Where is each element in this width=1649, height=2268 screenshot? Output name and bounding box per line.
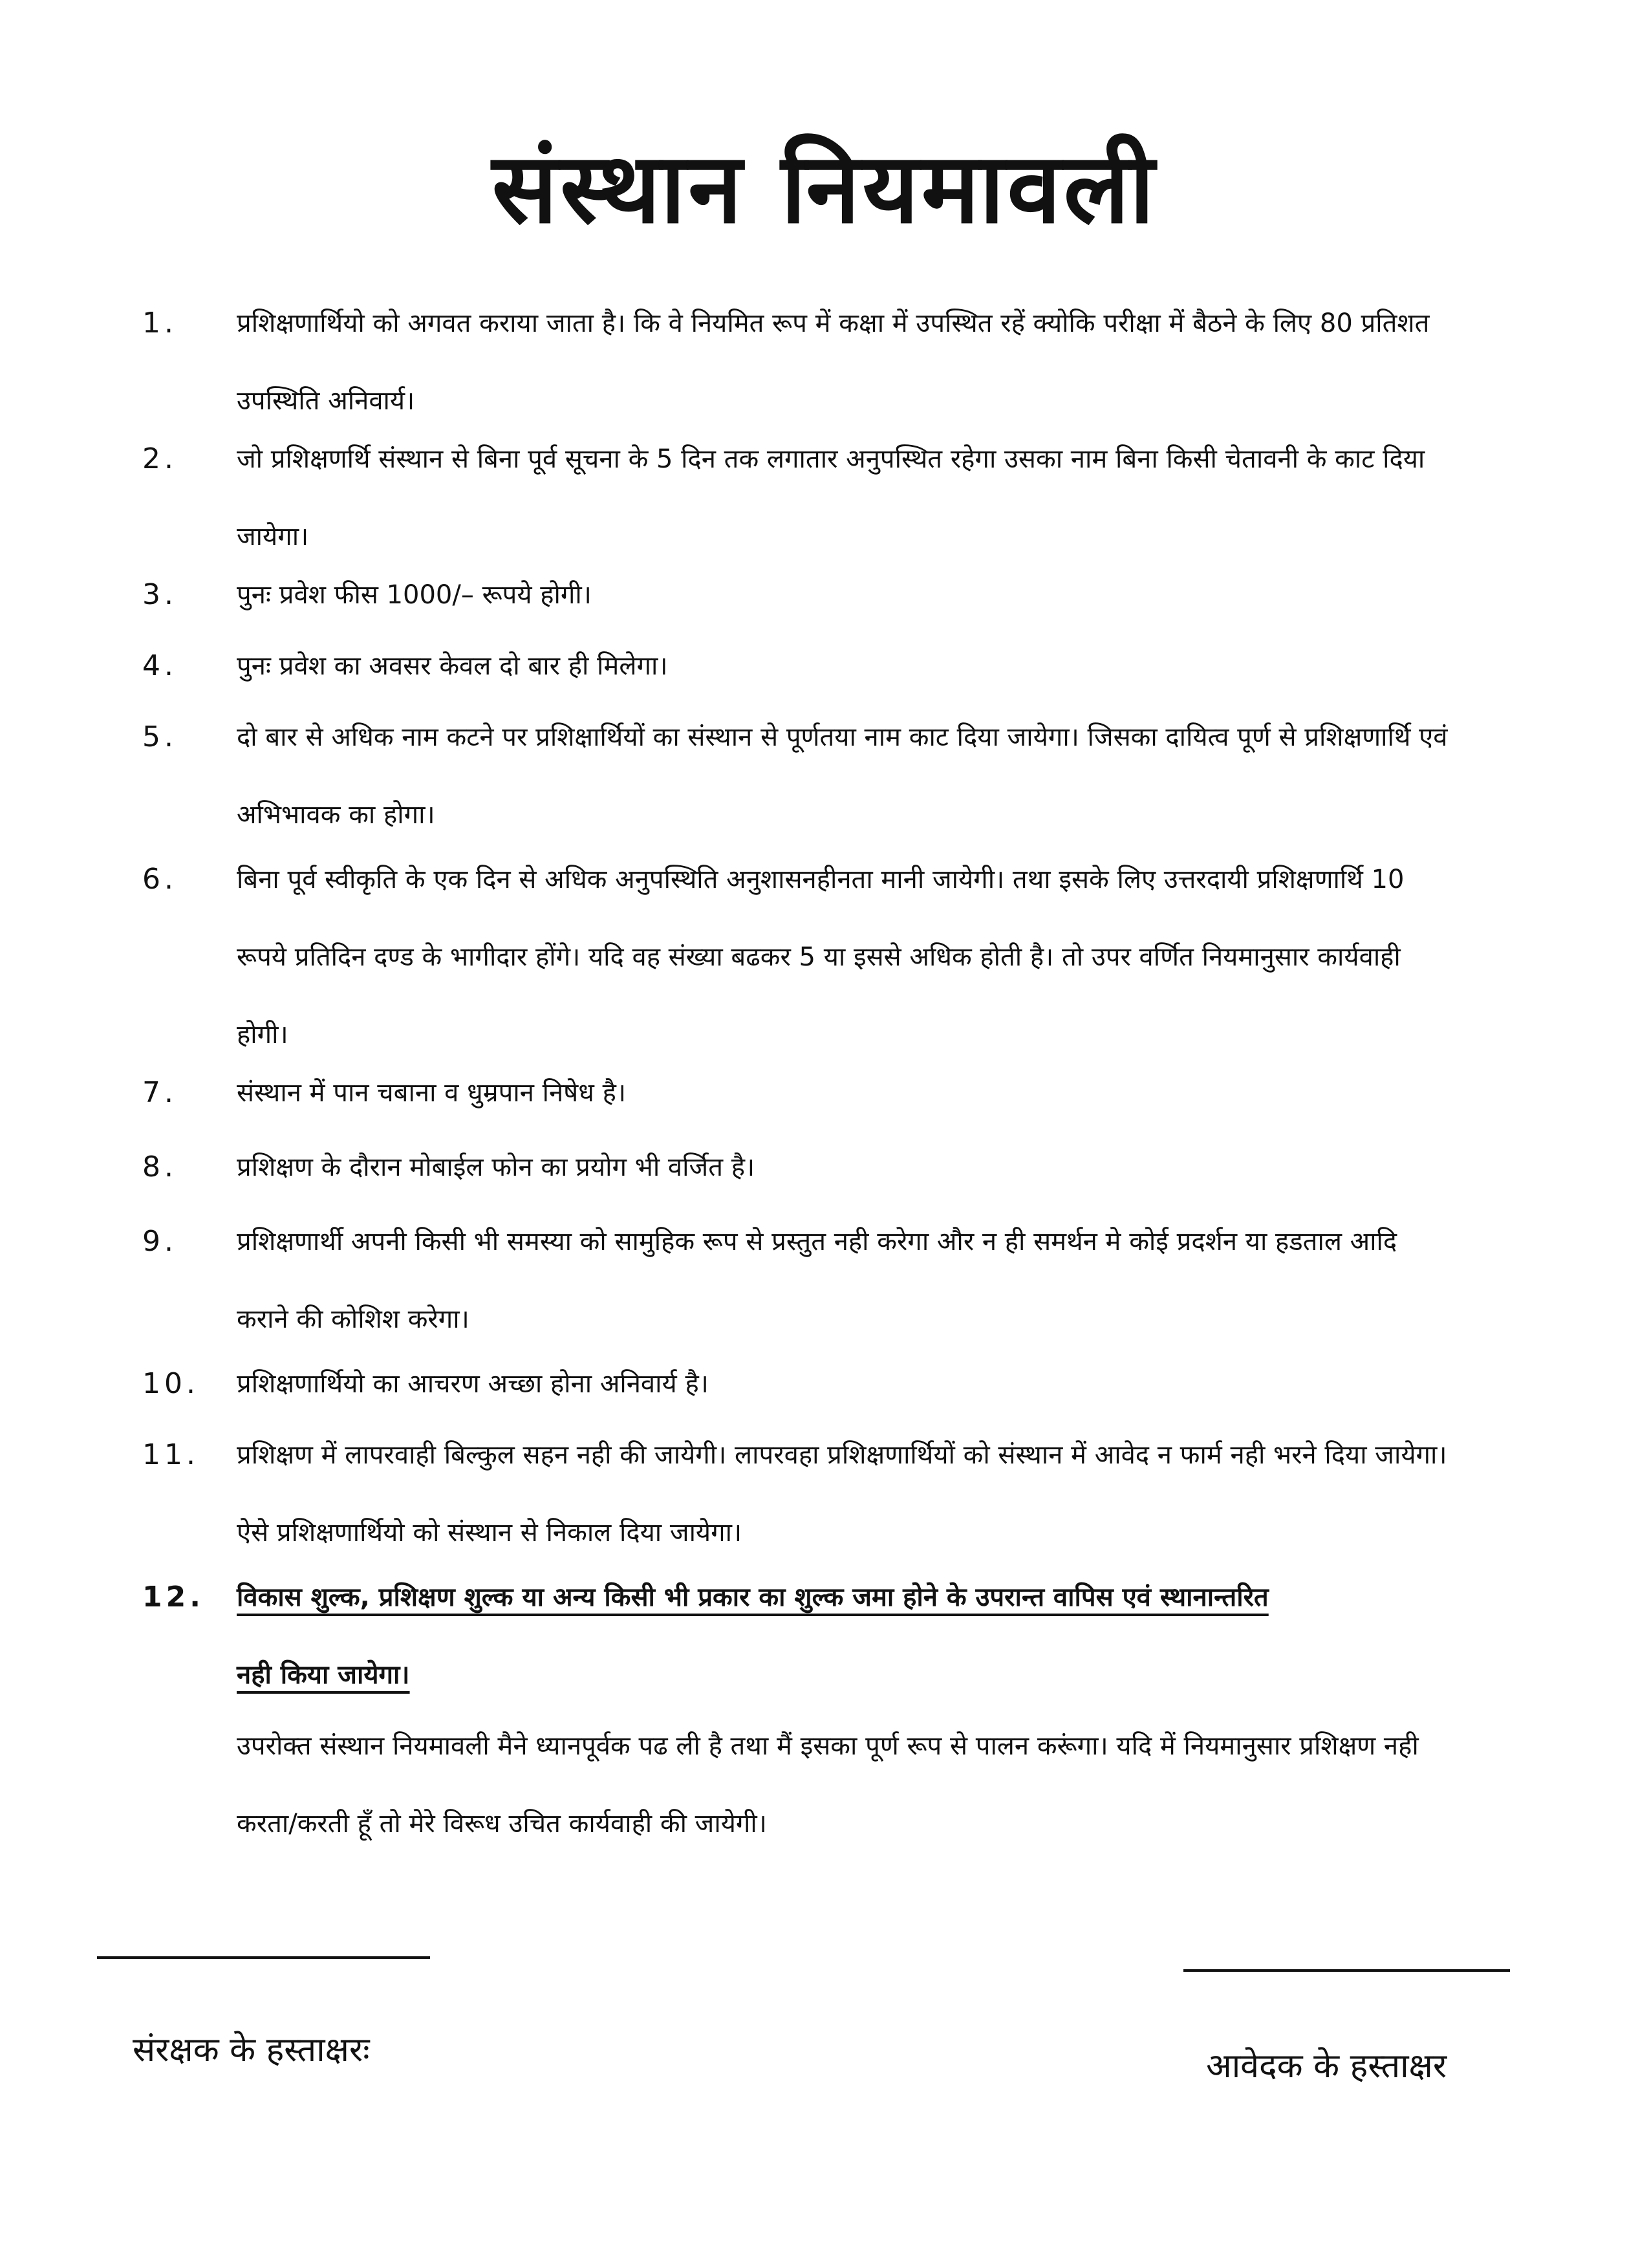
rule-number: 10. — [142, 1367, 199, 1400]
rule-text — [237, 556, 1530, 634]
rule-text — [237, 1054, 1530, 1132]
rule-line: संस्थान में पान चबाना व धुम्रपान निषेध है। — [237, 1078, 627, 1108]
rule-line: जो प्रशिक्षणर्थि संस्थान से बिना पूर्व सूचना के 5 दिन तक लगातार अनुपस्थित रहेगा उसका नाम बिना किसी चेतावनी के काट दिया — [237, 444, 1425, 474]
rule-line: विकास शुल्क, प्रशिक्षण शुल्क या अन्य किसी भी प्रकार का शुल्क जमा होने के उपरान्त वापिस एवं स्थानान्तरित — [237, 1582, 1269, 1612]
rule-text — [237, 1559, 1530, 1714]
rule-number: 11. — [142, 1438, 199, 1471]
rule-line: कराने की कोशिश करेगा। — [237, 1304, 469, 1334]
rule-line: ऐसे प्रशिक्षणार्थियो को संस्थान से निकाल दिया जायेगा। — [237, 1518, 742, 1548]
rule-text — [237, 1129, 1530, 1206]
rule-number: 8. — [142, 1150, 177, 1183]
rule-line: प्रशिक्षणार्थियो को अगवत कराया जाता है। कि वे नियमित रूप में कक्षा में उपस्थित रहें क्योकि परीक्षा में बैठने के लिए 80 प्रतिशत — [237, 308, 1430, 338]
rule-line: जायेगा। — [237, 522, 309, 552]
rule-line: प्रशिक्षणार्थी अपनी किसी भी समस्या को सामुहिक रूप से प्रस्तुत नही करेगा और न ही समर्थन मे कोई प्रदर्शन या हडताल आदि — [237, 1227, 1397, 1257]
rule-line: प्रशिक्षण के दौरान मोबाईल फोन का प्रयोग भी वर्जित है। — [237, 1152, 755, 1182]
declaration-line: उपरोक्त संस्थान नियमावली मैने ध्यानपूर्वक पढ ली है तथा मैं इसका पूर्ण रूप से पालन करूंगा। यदि में नियमानुसार प्रशिक्षण नही — [237, 1731, 1419, 1761]
declaration-paragraph — [237, 1707, 1530, 1863]
rule-number: 1. — [142, 307, 177, 340]
rule-text — [237, 1345, 1530, 1423]
rule-number: 5. — [142, 720, 177, 753]
applicant-signature-label: आवेदक के हस्ताक्षर — [1206, 2047, 1447, 2086]
guardian-signature-label: संरक्षक के हस्ताक्षरः — [133, 2031, 370, 2069]
rule-number: 4. — [142, 649, 177, 682]
applicant-signature-line — [1183, 1969, 1510, 1972]
rule-number: 2. — [142, 442, 177, 475]
rule-number: 6. — [142, 863, 177, 896]
rule-line: प्रशिक्षणार्थियो का आचरण अच्छा होना अनिवार्य है। — [237, 1369, 709, 1399]
rule-number: 3. — [142, 578, 177, 611]
rule-text — [237, 1203, 1530, 1358]
rule-text — [237, 698, 1530, 854]
rule-line: नही किया जायेगा। — [237, 1660, 410, 1690]
rule-line: दो बार से अधिक नाम कटने पर प्रशिक्षार्थियों का संस्थान से पूर्णतया नाम काट दिया जायेगा। जिसका दायित्व पूर्ण से प्रशिक्षणार्थि एवं — [237, 722, 1448, 752]
rule-line: होगी। — [237, 1020, 288, 1050]
rule-text — [237, 841, 1530, 1074]
guardian-signature-line — [97, 1956, 430, 1959]
rule-line: उपस्थिति अनिवार्य। — [237, 386, 415, 416]
rule-text — [237, 1416, 1530, 1571]
rule-line: बिना पूर्व स्वीकृति के एक दिन से अधिक अनुपस्थिति अनुशासनहीनता मानी जायेगी। तथा इसके लिए उत्तरदायी प्रशिक्षणार्थि 10 — [237, 865, 1405, 894]
rule-number: 12. — [142, 1581, 204, 1614]
document-title: संस्थान नियमावली — [491, 133, 1158, 245]
declaration-line: करता/करती हूँ तो मेरे विरूध उचित कार्यवाही की जायेगी। — [237, 1809, 767, 1839]
rule-line: प्रशिक्षण में लापरवाही बिल्कुल सहन नही की जायेगी। लापरवहा प्रशिक्षणार्थियों को संस्थान में आवेद न फार्म नही भरने दिया जायेगा। — [237, 1440, 1447, 1470]
rule-line: पुनः प्रवेश फीस 1000/– रूपये होगी। — [237, 580, 592, 610]
rule-text — [237, 285, 1530, 440]
rule-number: 9. — [142, 1225, 177, 1258]
rule-line: अभिभावक का होगा। — [237, 800, 435, 830]
rule-text — [237, 627, 1530, 705]
rule-text — [237, 420, 1530, 576]
rule-line: रूपये प्रतिदिन दण्ड के भागीदार होंगे। यदि वह संख्या बढकर 5 या इससे अधिक होती है। तो उपर वर्णित नियमानुसार कार्यवाही — [237, 942, 1401, 972]
rule-line: पुनः प्रवेश का अवसर केवल दो बार ही मिलेगा। — [237, 651, 668, 681]
rule-number: 7. — [142, 1076, 177, 1109]
